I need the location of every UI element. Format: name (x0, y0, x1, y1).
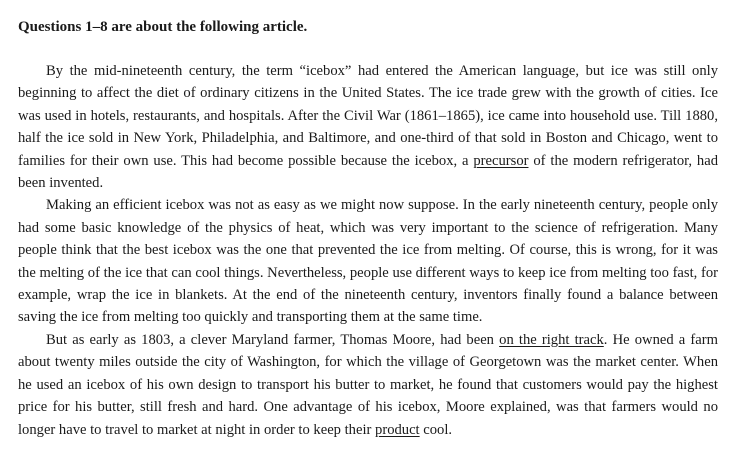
paragraph-3 (18, 329, 718, 441)
questions-heading: Questions 1–8 are about the following article. (18, 19, 308, 35)
paragraph-1-text-b: of the modern refrigerator, had been invented. (18, 152, 718, 192)
paragraph-3-text-b: . He owned a farm about twenty miles outside the city of Washington, for which the village of Georgetown was the market center. When he used an icebox of his own design to transport his butter to market, he found that customers would pay the highest price for his butter, still fresh and hard. One advantage of his icebox, Moore explained, was that farmers would no longer have to travel to market at night in order to keep their (18, 331, 718, 438)
underlined-phrase-on-the-right-track: on the right track (499, 331, 604, 348)
underlined-word-product: product (375, 421, 420, 438)
paragraph-2 (18, 194, 718, 328)
paragraph-1-text-a: By the mid-nineteenth century, the term “icebox” had entered the American language, but ice was still only beginning to affect the diet of ordinary citizens in the United States. The ice trade grew with the growth of cities. Ice was used in hotels, restaurants, and hospitals. After the Civil War (1861–1865), ice came into household use. Till 1880, half the ice sold in New York, Philadelphia, and Baltimore, and one-third of that sold in Boston and Chicago, went to families for their own use. This had become possible because the icebox, a (18, 63, 718, 169)
article-page (18, 16, 718, 441)
underlined-word-precursor: precursor (473, 152, 529, 169)
paragraph-3-text-c: cool. (419, 421, 453, 438)
paragraph-1 (18, 60, 718, 194)
paragraph-3-text-a: But as early as 1803, a clever Maryland farmer, Thomas Moore, had been (46, 331, 500, 348)
paragraph-2-text: Making an efficient icebox was not as easy as we might now suppose. In the early nineteenth century, people only had some basic knowledge of the physics of heat, which was very important to the science of refrigeration. Many people think that the best icebox was the one that prevented the ice from melting. Of course, this is wrong, for it was the melting of the ice that can cool things. Nevertheless, people use different ways to keep ice from melting too fast, for example, wrap the ice in blankets. At the end of the nineteenth century, inventors finally found a balance between saving the ice from melting too quickly and transporting them at the same time. (18, 197, 718, 326)
